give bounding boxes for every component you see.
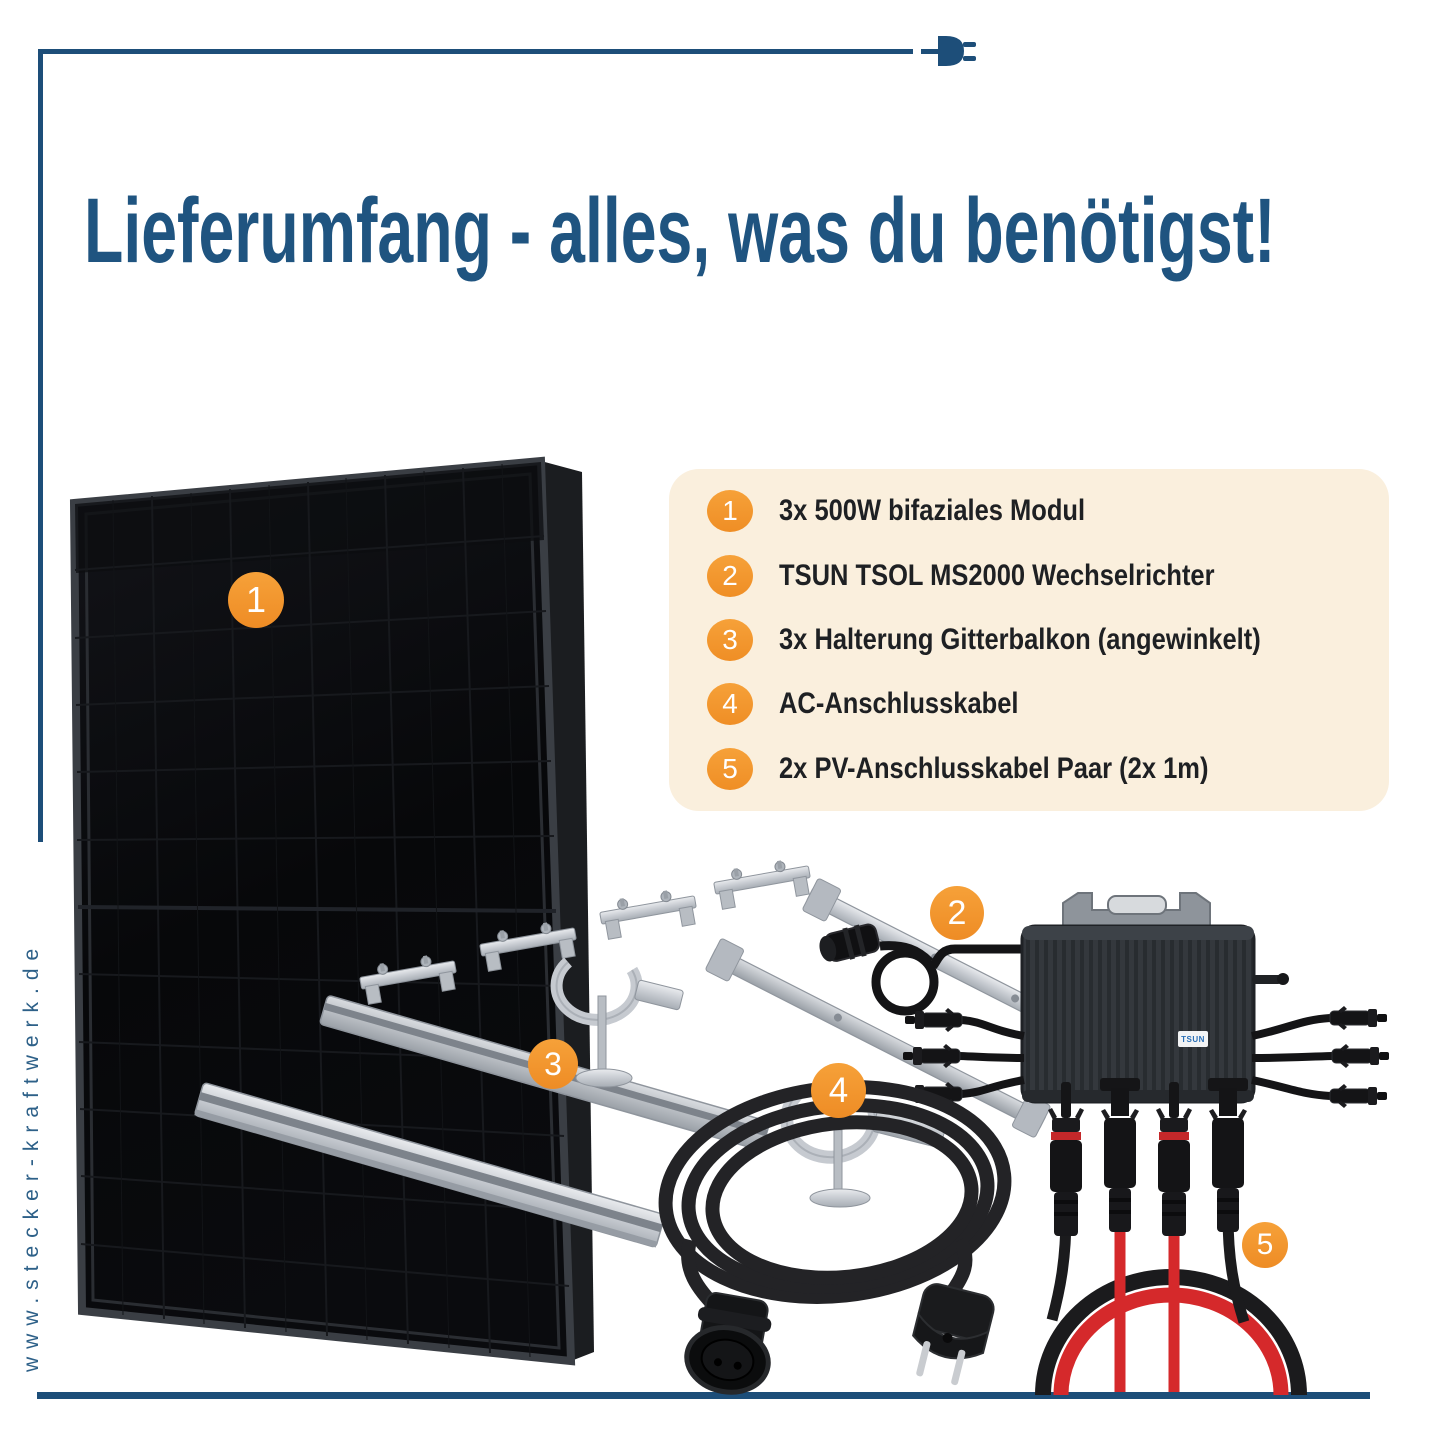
list-item-number-badge: 3 <box>707 619 753 661</box>
list-item <box>669 683 1389 725</box>
website-url: www.stecker-kraftwerk.de <box>20 940 43 1372</box>
inverter-image <box>816 893 1389 1108</box>
marker-inverter: 2 <box>930 886 984 940</box>
list-item-number-badge: 4 <box>707 683 753 725</box>
marker-pv-cables: 5 <box>1242 1222 1288 1268</box>
marker-ac-cable: 4 <box>811 1063 866 1118</box>
solar-panel-image <box>74 461 594 1361</box>
list-item-label: 2x PV-Anschlusskabel Paar (2x 1m) <box>779 751 1209 785</box>
list-item-number-badge: 1 <box>707 490 753 532</box>
inverter-brand-label: TSUN <box>1178 1031 1208 1047</box>
list-item-label: AC-Anschlusskabel <box>779 687 1019 721</box>
list-item-label: TSUN TSOL MS2000 Wechselrichter <box>779 558 1215 592</box>
page-title: Lieferumfang - alles, was du benötigst! <box>84 180 1276 282</box>
list-item <box>669 748 1389 790</box>
list-item <box>669 490 1389 532</box>
list-item-number-badge: 2 <box>707 555 753 597</box>
list-item-number-badge: 5 <box>707 748 753 790</box>
marker-brackets: 3 <box>528 1039 578 1089</box>
list-item <box>669 555 1389 597</box>
parts-list <box>669 469 1389 811</box>
list-item-label: 3x 500W bifaziales Modul <box>779 494 1086 528</box>
marker-module: 1 <box>228 572 284 628</box>
list-item-label: 3x Halterung Gitterbalkon (angewinkelt) <box>779 622 1261 656</box>
list-item <box>669 619 1389 661</box>
